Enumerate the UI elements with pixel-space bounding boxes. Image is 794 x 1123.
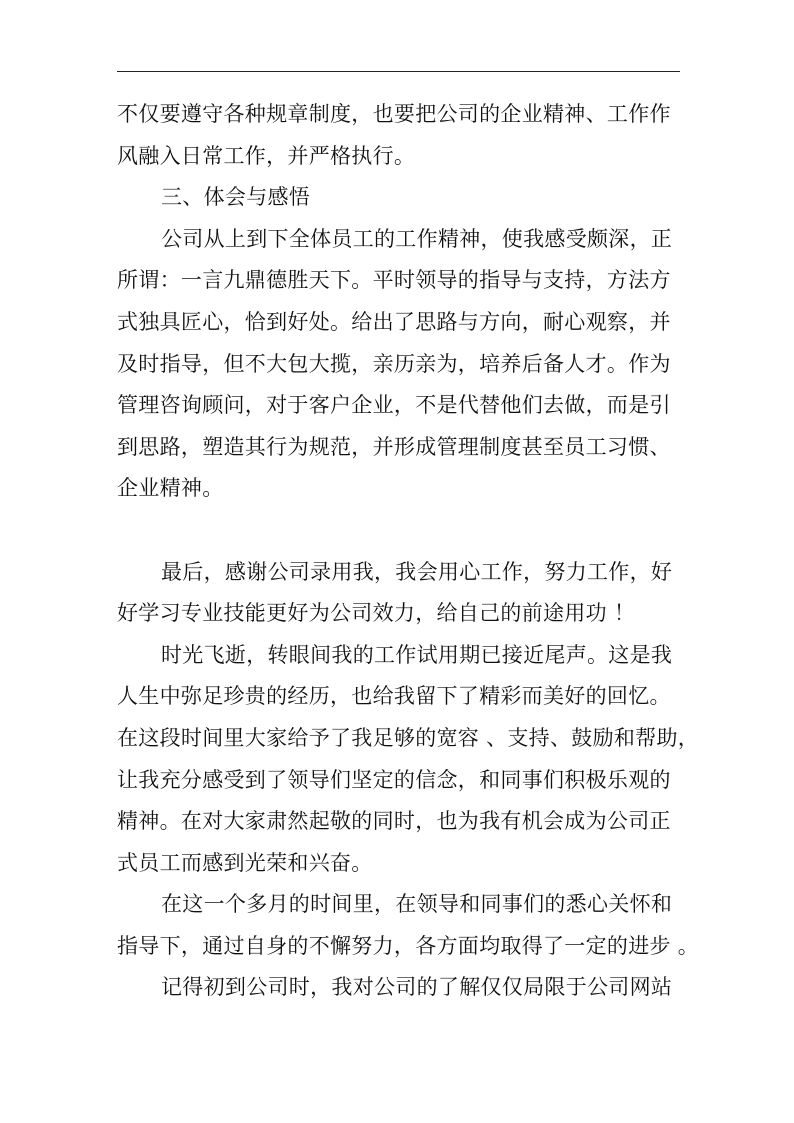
paragraph-thanks — [117, 552, 680, 635]
section-heading — [117, 177, 680, 219]
section-heading-text: 三、体会与感悟 — [161, 185, 311, 210]
text-line: 式独具匠心，恰到好处。给出了思路与方向，耐心观察，并 — [117, 309, 671, 334]
text-line: 最后，感谢公司录用我，我会用心工作，努力工作，好 — [161, 559, 673, 584]
paragraph-progress — [117, 884, 700, 967]
text-line: 及时指导，但不大包大揽，亲历亲为，培养后备人才。作为 — [117, 351, 671, 376]
paragraph-company-spirit — [117, 219, 680, 510]
paragraph-rules-continuation — [117, 94, 680, 177]
text-line: 指导下，通过自身的不懈努力，各方面均取得了一定的进步 。 — [117, 933, 700, 958]
text-line: 时光飞逝，转眼间我的工作试用期已接近尾声。这是我 — [161, 642, 673, 667]
text-line: 记得初到公司时，我对公司的了解仅仅局限于公司网站 — [161, 975, 673, 1000]
paragraph-probation — [117, 635, 700, 885]
text-line: 企业精神。 — [117, 476, 224, 501]
text-line: 好学习专业技能更好为公司效力，给自己的前途用功 ！ — [117, 601, 636, 626]
text-line: 让我充分感受到了领导们坚定的信念，和同事们积极乐观的 — [117, 767, 671, 792]
text-line: 公司从上到下全体员工的工作精神，使我感受颇深，正 — [161, 226, 673, 251]
text-line: 人生中弥足珍贵的经历，也给我留下了精彩而美好的回忆。 — [117, 684, 671, 709]
text-line: 不仅要遵守各种规章制度，也要把公司的企业精神、工作作 — [117, 102, 671, 126]
text-line: 在这段时间里大家给予了我足够的宽容 、支持、鼓励和帮助， — [117, 725, 700, 750]
text-line: 式员工而感到光荣和兴奋。 — [117, 850, 373, 875]
text-line: 风融入日常工作，并严格执行。 — [117, 143, 416, 168]
text-line: 管理咨询顾问，对于客户企业，不是代替他们去做，而是引 — [117, 393, 671, 418]
text-line: 精神。在对大家肃然起敬的同时，也为我有机会成为公司正 — [117, 809, 671, 834]
text-line: 所谓：一言九鼎德胜天下。平时领导的指导与支持，方法方 — [117, 268, 671, 293]
text-line: 到思路，塑造其行为规范，并形成管理制度甚至员工习惯、 — [117, 434, 671, 459]
paragraph-first-days — [117, 967, 680, 1009]
blank-line — [117, 510, 680, 552]
document-body — [117, 94, 700, 1009]
header-rule — [117, 71, 680, 72]
text-line: 在这一个多月的时间里，在领导和同事们的悉心关怀和 — [161, 892, 673, 917]
